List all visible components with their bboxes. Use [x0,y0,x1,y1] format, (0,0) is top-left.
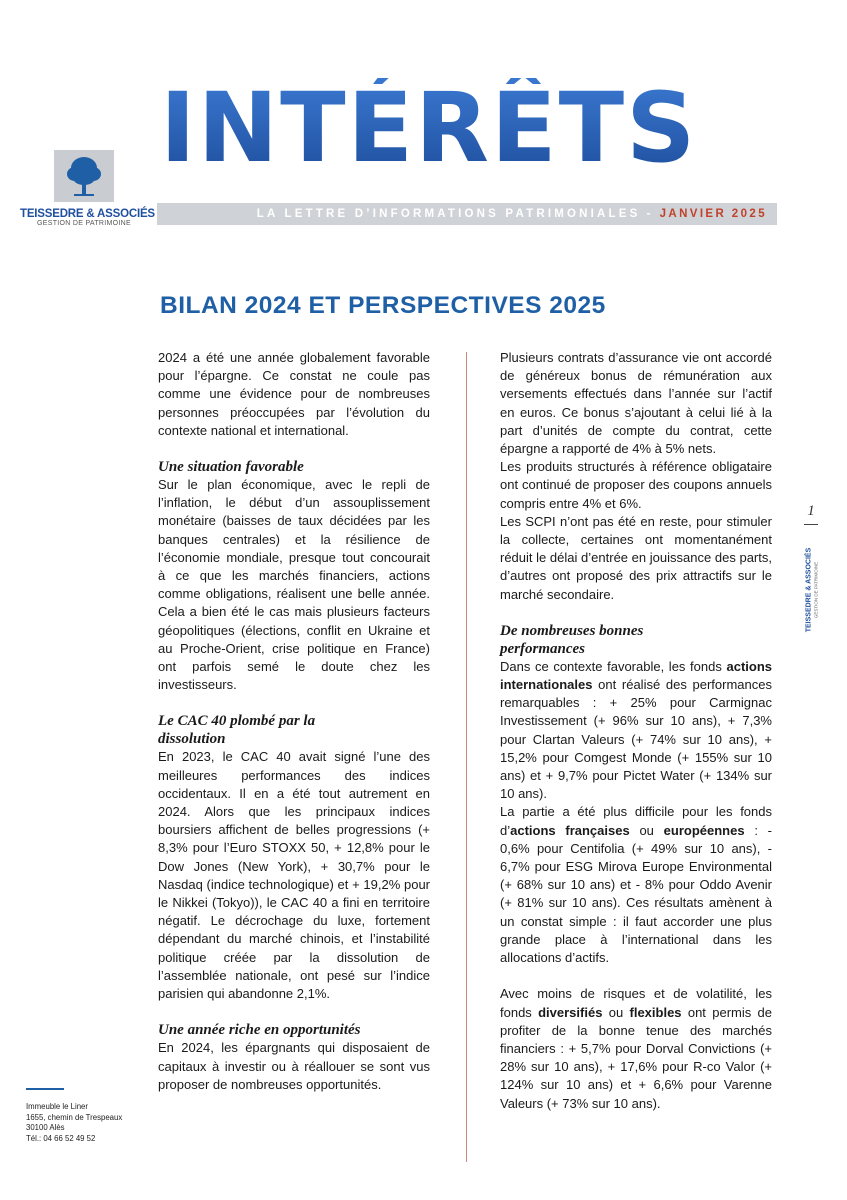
banner-label: LA LETTRE D’INFORMATIONS PATRIMONIALES - JANVIER 2025 [256,208,767,220]
paragraph: En 2023, le CAC 40 avait signé l’une des meilleures performances des indices occidentaux. Il en a été tout autrement en 2024. Alors que les principaux indices boursiers affichent de belles progressions (+ 8,3% pour l’Euro STOXX 50, + 12,8% pour le Dow Jones (New York), + 30,7% pour le Nasdaq (indice technologique) et + 19,2% pour le Nikkei (Tokyo)), le CAC 40 a fini en territoire négatif. Le décrochage du luxe, fortement dépendant du marché chinois, et l’instabilité politique créée par la dissolution de l’assemblée nationale, ont pesé sur l’indice parisien qui abandonne 2,1%. [158,749,430,1002]
left-column [158,349,430,1094]
page-number: 1 [807,503,815,519]
section-heading: Le CAC 40 plombé par la dissolution [158,713,316,748]
footer-rule [26,1088,64,1090]
paragraph: La partie a été plus difficile pour les fonds d’actions françaises ou européennes : - 0,6% pour Centifolia (+ 49% sur 10 ans), - 6,7% pour ESG Mirova Europe Environmental (+ 68% sur 10 ans) et - 8% pour Oddo Avenir (+ 81% sur 10 ans). Ces résultats amènent à un constat simple : il faut accorder une plus grande place à l’international dans les allocations d’actifs. [500,804,772,966]
paragraph: Les SCPI n’ont pas été en reste, pour stimuler la collecte, certaines ont momentanément réduit le délai d’entrée en jouissance des parts, d’autres ont proposé des prix attractifs sur le marché secondaire. [500,513,772,602]
tree-icon [66,154,102,198]
section-heading: Une année riche en opportunités [158,1022,361,1039]
article-title: BILAN 2024 ET PERSPECTIVES 2025 [160,292,606,319]
logo-emblem [54,150,114,202]
masthead-title: INTÉRÊTS [160,78,780,178]
masthead [160,72,780,184]
paragraph: Avec moins de risques et de volatilité, les fonds diversifiés ou flexibles ont permis de profiter de la bonne tenue des marchés financiers : + 5,7% pour Dorval Convictions (+ 28% sur 10 ans), + 17,6% pour R-co Valor (+ 124% sur 10 ans) et + 6,6% pour Varenne Valeurs (+ 73% sur 10 ans). [500,986,772,1111]
banner-date: JANVIER 2025 [659,208,767,220]
section-heading: Une situation favorable [158,459,304,476]
column-divider [466,352,467,1162]
section-heading: De nombreuses bonnes performances [500,622,644,657]
company-logo [20,150,155,227]
right-column [500,349,772,1113]
address-block: Immeuble le Liner 1655, chemin de Trespeaux 30100 Alès Tél.: 04 66 52 49 52 [26,1102,123,1143]
intro-paragraph: 2024 a été une année globalement favorable pour l’épargne. Ce constat ne coule pas comme une évidence pour de nombreuses personnes préoccupées par l’évolution du contexte national et international. [158,350,430,438]
side-brand: TEISSEDRE & ASSOCIÉS GESTION DE PATRIMOINE [805,547,819,633]
paragraph: En 2024, les épargnants qui disposaient de capitaux à investir ou à réallouer se sont vus proposer de nombreuses opportunités. [158,1040,430,1092]
logo-subtitle: GESTION DE PATRIMOINE [37,220,131,227]
paragraph: Dans ce contexte favorable, les fonds actions internationales ont réalisé des performances remarquables : + 25% pour Carmignac Investissement (+ 96% sur 10 ans), + 7,3% pour Clartan Valeurs (+ 74% sur 10 ans), + 15,2% pour Comgest Monde (+ 155% sur 10 ans) et + 9,7% pour Pictet Water (+ 134% sur 10 ans). [500,658,772,802]
newsletter-banner [157,203,777,225]
paragraph: Sur le plan économique, avec le repli de l’inflation, le début d’un assouplissement monétaire (baisses de taux décidées par les banques centrales) et la résilience de l’économie mondiale, presque tout concourait à ce que les marchés financiers, actions comme obligations, réalisent une belle année. Cela a bien été le cas mais plusieurs facteurs géopolitiques (élections, conflit en Ukraine et au Proche-Orient, crise politique en France) ont parfois semé le doute chez les investisseurs. [158,477,430,693]
paragraph: Les produits structurés à référence obligataire ont continué de proposer des coupons annuels compris entre 4% et 6%. [500,459,772,511]
logo-name: TEISSEDRE & ASSOCIÉS [20,208,155,220]
paragraph: Plusieurs contrats d’assurance vie ont accordé de généreux bonus de rémunération aux versements effectués dans l’année sur l’actif en euros. Ce bonus s’ajoutant à celui lié à la part d’unités de compte du contrat, cette épargne a rapporté de 4% à 5% nets. [500,350,772,457]
page-number-rule [804,524,818,525]
